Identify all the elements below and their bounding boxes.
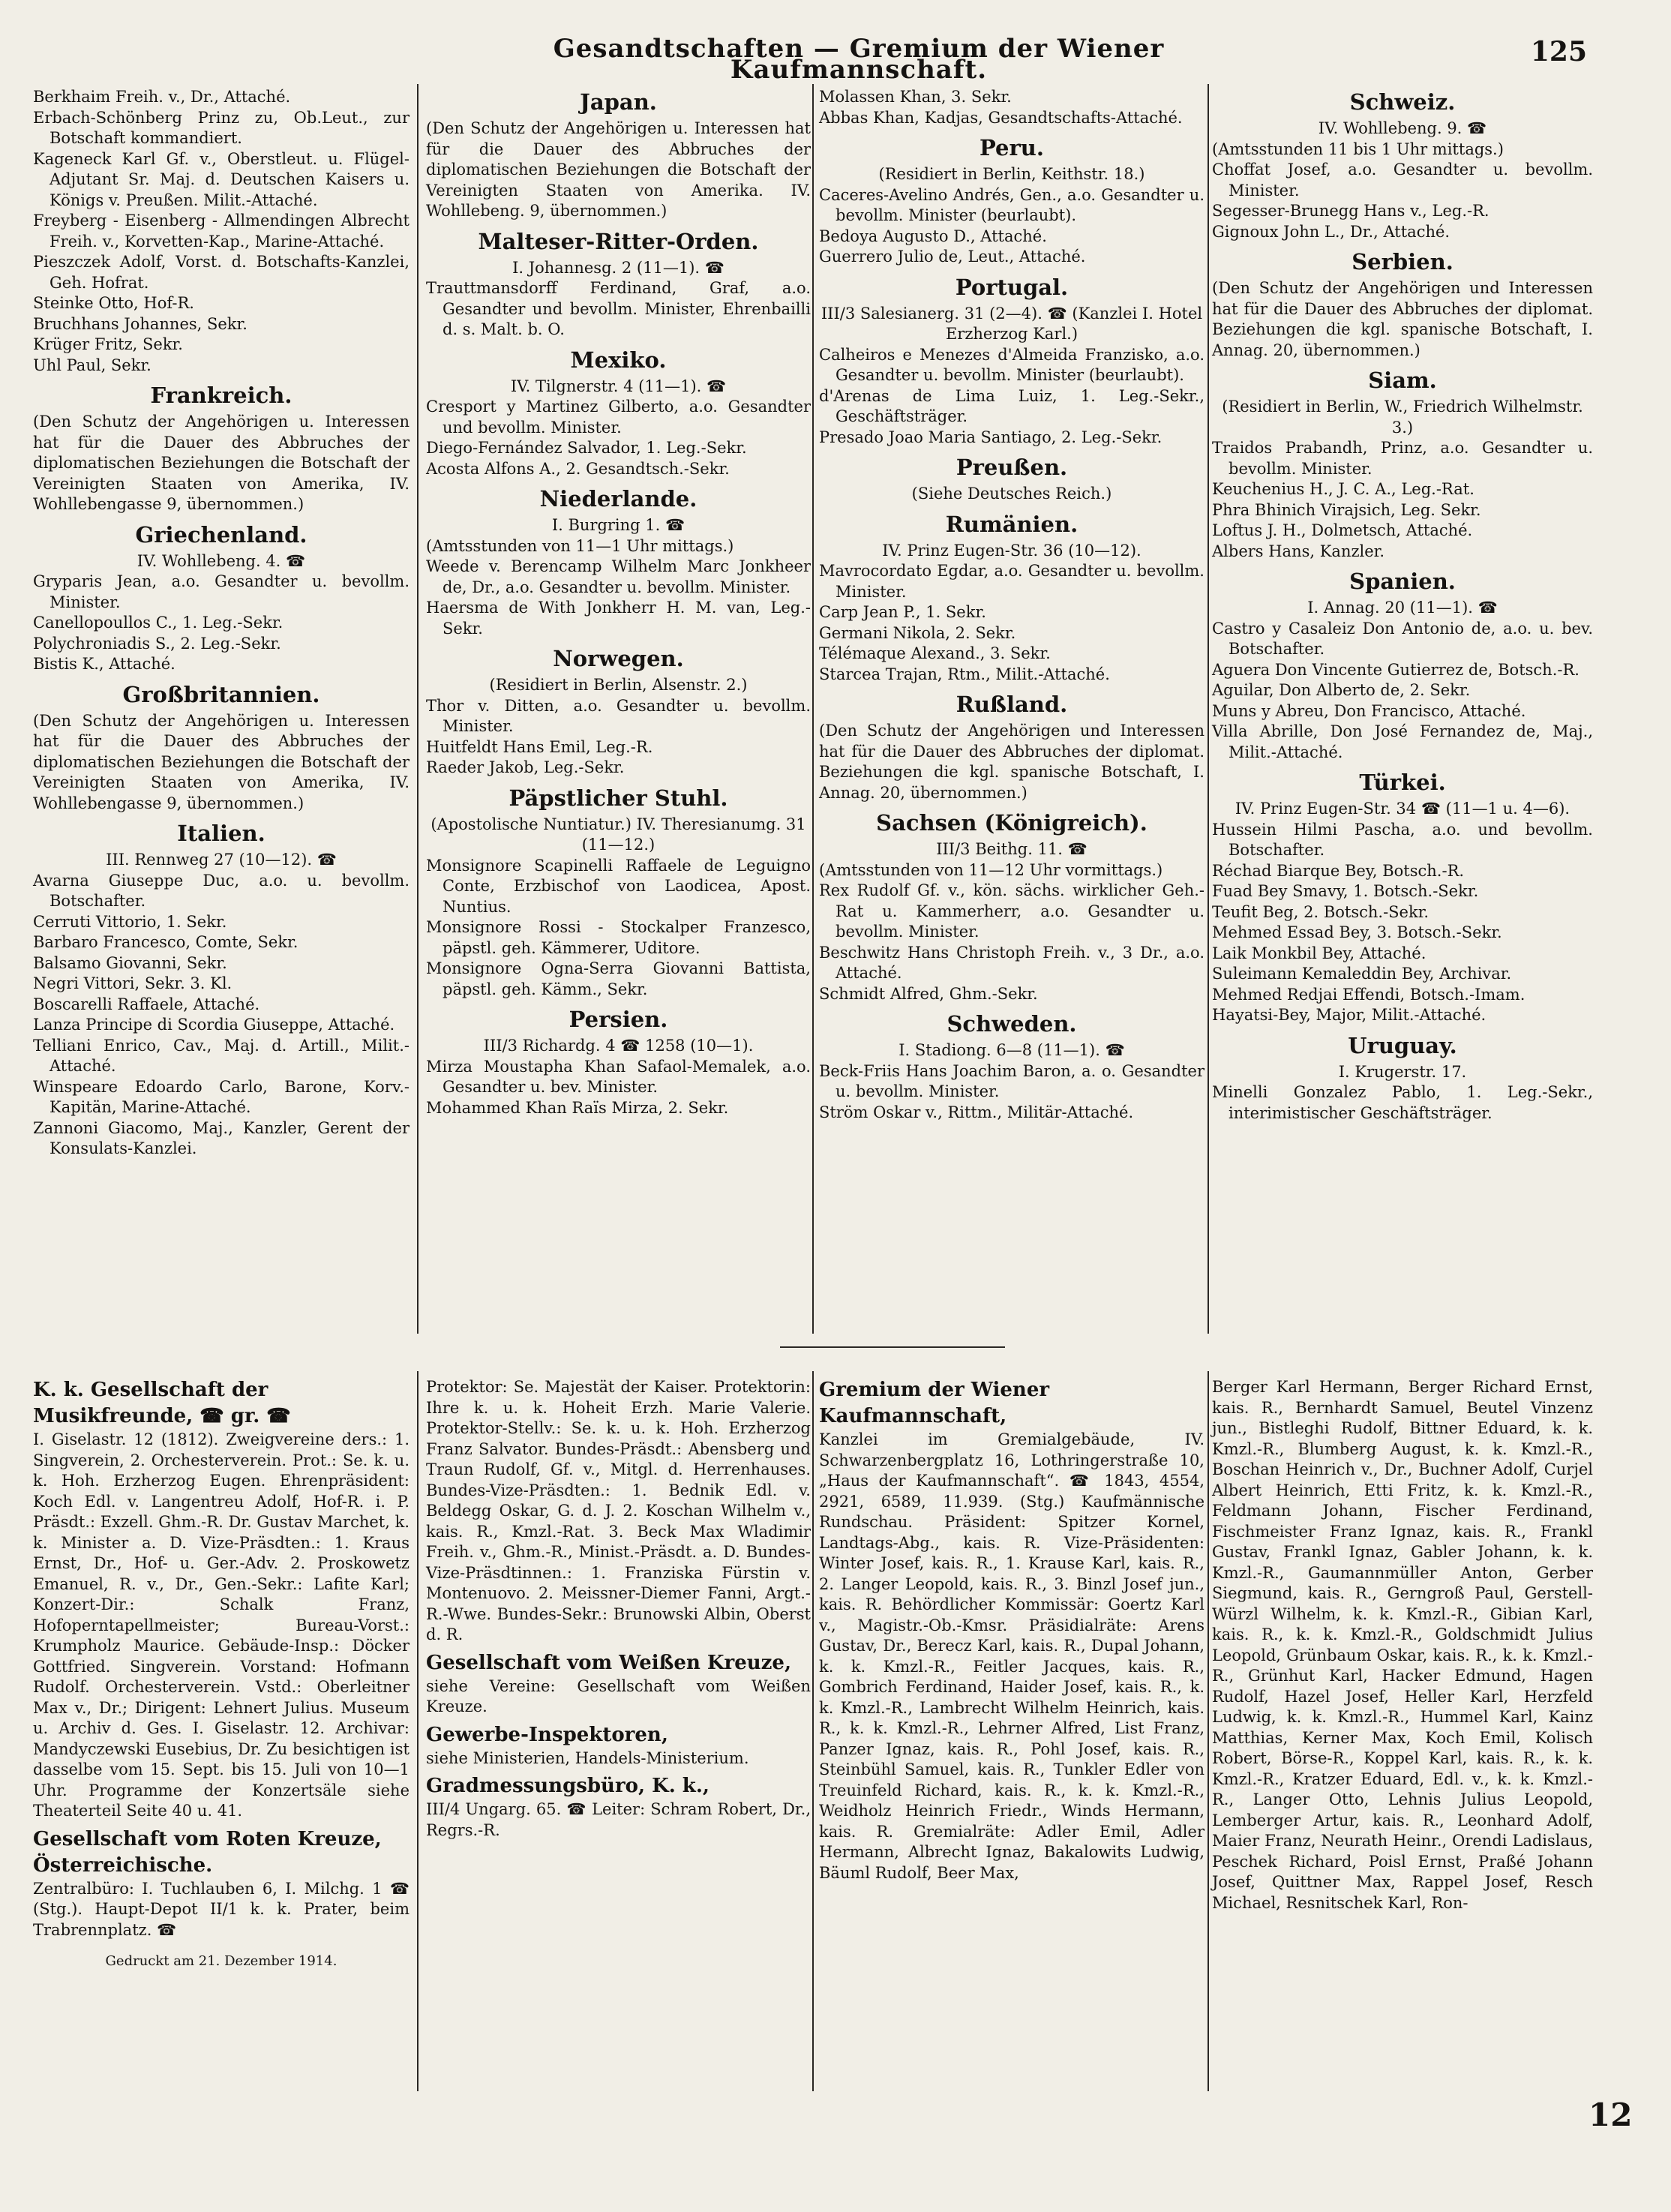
entry-heading: Gewerbe-Inspektoren, (426, 1723, 668, 1746)
entry: Monsignore Scapinelli Raffaele de Leguigno Conte, Erzbischof von Laodicea, Apost. Nuntius. (426, 856, 811, 916)
column-rule (812, 1371, 814, 2091)
entry: Acosta Alfons A., 2. Gesandtsch.-Sekr. (426, 459, 730, 478)
entry: Raeder Jakob, Leg.-Sekr. (426, 758, 625, 776)
section (33, 680, 410, 815)
column-2 (426, 83, 811, 1118)
entry: Traidos Prabandh, Prinz, a.o. Gesandter u. bevollm. Minister. (1212, 439, 1593, 478)
address-line: IV. Prinz Eugen-Str. 36 (10—12). (882, 541, 1142, 560)
section-heading: Spanien. (1349, 569, 1456, 594)
address-line: III/3 Salesianerg. 31 (2—4). ☎ (Kanzlei I. Hotel Erzherzog Karl.) (820, 304, 1203, 343)
section (426, 783, 811, 1001)
entry: Albers Hans, Kanzler. (1212, 542, 1385, 560)
column-rule (1208, 1371, 1209, 2091)
entry: Canellopoullos C., 1. Leg.-Sekr. (33, 614, 284, 632)
section (1212, 247, 1593, 361)
entry: Presado Joao Maria Santiago, 2. Leg.-Sekr. (819, 428, 1162, 446)
entry: Mirza Moustapha Khan Safaol-Memalek, a.o. Gesandter u. bev. Minister. (426, 1057, 811, 1096)
entry: Segesser-Brunegg Hans v., Leg.-R. (1212, 202, 1490, 220)
address-line: III/3 Beithg. 11. ☎ (936, 840, 1088, 858)
section-heading: Japan. (580, 89, 657, 115)
entry: Monsignore Ogna-Serra Giovanni Battista, päpstl. geh. Kämm., Sekr. (426, 959, 811, 998)
note-text: (Amtsstunden von 11—12 Uhr vormittags.) (819, 860, 1163, 879)
section-divider (780, 1346, 1005, 1348)
address-line: IV. Tilgnerstr. 4 (11—1). ☎ (510, 377, 727, 395)
section (819, 272, 1204, 449)
entry: Winspeare Edoardo Carlo, Barone, Korv.-Kapitän, Marine-Attaché. (33, 1077, 410, 1116)
section (819, 1377, 1204, 1883)
entry: Berkhaim Freih. v., Dr., Attaché. (33, 88, 291, 106)
bottom-column-1 (33, 1373, 410, 1972)
entry: Mavrocordato Egdar, a.o. Gesandter u. bevollm. Minister. (819, 562, 1204, 601)
entry: Guerrero Julio de, Leut., Attaché. (819, 248, 1086, 266)
note-text: (Den Schutz der Angehörigen u. Interessen hat für die Dauer des Abbruches der diplomatischen Beziehungen die Botschaft der Vereinigten Staaten von Amerika. IV. Wohllebeng. 9, übernommen.) (426, 119, 811, 220)
address-line: III. Rennweg 27 (10—12). ☎ (106, 851, 337, 869)
bottom-column-3 (819, 1373, 1204, 1883)
address-line: (Siehe Deutsches Reich.) (911, 485, 1112, 503)
entry: Starcea Trajan, Rtm., Milit.-Attaché. (819, 665, 1110, 683)
entry: Cresport y Martinez Gilberto, a.o. Gesandter und bevollm. Minister. (426, 398, 811, 437)
entry: Villa Abrille, Don José Fernandez de, Maj., Milit.-Attaché. (1212, 722, 1593, 761)
section (33, 520, 410, 675)
note-text: (Amtsstunden 11 bis 1 Uhr mittags.) (1212, 140, 1504, 158)
section (426, 484, 811, 639)
entry: Hussein Hilmi Pascha, a.o. und bevollm. Botschafter. (1212, 820, 1593, 859)
note-text: (Den Schutz der Angehörigen und Interessen hat für die Dauer des Abbruches der diplomat. Beziehungen die kgl. spanische Botschaft, I. Annag. 20, übernommen.) (819, 722, 1204, 802)
section-heading: Rumänien. (945, 511, 1078, 537)
section (426, 1004, 811, 1118)
section (33, 380, 410, 515)
entry: Mohammed Khan Raïs Mirza, 2. Sekr. (426, 1098, 729, 1117)
entry-heading: Gesellschaft vom Weißen Kreuze, (426, 1651, 792, 1674)
section (33, 818, 410, 1160)
address-line: I. Burgring 1. ☎ (551, 516, 686, 534)
bottom-column-4 (1212, 1373, 1593, 1913)
entry: Teufit Beg, 2. Botsch.-Sekr. (1212, 902, 1430, 921)
section (426, 227, 811, 341)
address-line: (Residiert in Berlin, Keithstr. 18.) (878, 165, 1145, 183)
section-heading: Griechenland. (135, 521, 308, 548)
section (1212, 1377, 1593, 1913)
section (1212, 1031, 1593, 1124)
address-line: I. Annag. 20 (11—1). ☎ (1307, 599, 1498, 617)
entry: Uhl Paul, Sekr. (33, 356, 152, 374)
column-rule (1208, 84, 1209, 1334)
entry: Suleimann Kemaleddin Bey, Archivar. (1212, 965, 1512, 983)
body-text: siehe Ministerien, Handels-Ministerium. (426, 1748, 749, 1767)
section (819, 133, 1204, 268)
section-heading: Rußland. (956, 692, 1068, 717)
address-line: (Residiert in Berlin, Alsenstr. 2.) (489, 676, 748, 694)
section-heading: Italien. (177, 821, 266, 846)
signature-mark: 12 (1588, 2096, 1633, 2133)
note-text: (Den Schutz der Angehörigen u. Interessen hat für die Dauer des Abbruches der diplomatischen Beziehungen die Botschaft der Vereinigten Staaten von Amerika, IV. Wohllebengasse 9, übernommen.) (33, 413, 410, 513)
section (426, 1722, 811, 1769)
section-heading: Siam. (1368, 368, 1437, 393)
body-text: Protektor: Se. Majestät der Kaiser. Protektorin: Ihre k. u. k. Hoheit Erzh. Marie Valerie. Protektor-Stellv.: Se. k. u. k. Hoh. Erzherzog Franz Salvator. Bundes-Präsdt.: Abensberg und Traun Rudolf, Gf. v., Mitgl. d. Herrenhauses. Bundes-Vize-Präsdten.: 1. Bednik Edl. v. Beldegg Oskar, G. d. J. 2. Koschan Wilhelm v., kais. R., Kmzl.-Rat. 3. Beck Max Wladimir Freih. v., Ghm.-R., Minist.-Präsdt. a. D. Bundes-Vize-Präsdtinnen.: 1. Franziska Fürstin v. Montenuovo. 2. Meissner-Diemer Fanni, Argt.-R.-Wwe. Bundes-Sekr.: Brunowski Albin, Oberst d. R. (426, 1378, 811, 1643)
entry: Hayatsi-Bey, Major, Milit.-Attaché. (1212, 1006, 1486, 1024)
bottom-column-2 (426, 1373, 811, 1841)
section-heading: Persien. (568, 1007, 668, 1032)
entry: Freyberg - Eisenberg - Allmendingen Albrecht Freih. v., Korvetten-Kap., Marine-Attaché. (33, 212, 410, 251)
column-3 (819, 83, 1204, 1123)
section-heading: Sachsen (Königreich). (876, 810, 1148, 836)
section (1212, 365, 1593, 562)
section-heading: Peru. (980, 135, 1044, 161)
column-4 (1212, 83, 1593, 1124)
address-line: I. Johannesg. 2 (11—1). ☎ (512, 258, 724, 277)
address-line: I. Stadiong. 6—8 (11—1). ☎ (898, 1041, 1125, 1059)
body-text: siehe Vereine: Gesellschaft vom Weißen Kreuze. (426, 1676, 811, 1715)
body-text: I. Giselastr. 12 (1812). Zweigvereine ders.: 1. Singverein, 2. Orchesterverein. Prot.: Se. k. u. k. Hoh. Erzherzog Eugen. Ehrenpräsident: Koch Edl. v. Langentreu Adolf, Hof-R. i. P. Präsdt.: Exzell. Ghm.-R. Dr. Gustav Marchet, k. k. Minister a. D. Vize-Präsdten.: 1. Kraus Ernst, Dr., Hof- u. Ger.-Adv. 2. Proskowetz Emanuel, R. v., Dr., Gen.-Sekr.: Lafite Karl; Konzert-Dir.: Schalk Franz, Hofoperntapellmeister; Bureau-Vorst.: Krumpholz Maurice. Gebäude-Insp.: Döcker Gottfried. Singverein. Vorstand: Hofmann Rudolf. Orchesterverein. Vstd.: Oberleitner Max v., Dr.; Dirigent: Lehnert Julius. Museum u. Archiv d. Ges. I. Giselastr. 12. Archivar: Mandyczewski Eusebius, Dr. Zu besichtigen ist dasselbe vom 15. Sept. bis 15. Juli von 10—1 Uhr. Programme der Konzertsäle siehe Theaterteil Seite 40 u. 41. (33, 1430, 410, 1820)
body-text: Berger Karl Hermann, Berger Richard Ernst, kais. R., Bernhardt Samuel, Beutel Vinzenz jun., Bistleghi Rudolf, Bittner Eduard, k. k. Kmzl.-R., Blumberg August, k. k. Kmzl.-R., Boschan Heinrich v., Dr., Buchner Adolf, Curjel Albert Heinrich, Etti Fritz, k. k. Kmzl.-R., Feldmann Johann, Fischer Ferdinand, Fischmeister Franz Ignaz, kais. R., Frankl Gustav, Frankl Ignaz, Gabler Johann, k. k. Kmzl.-R., Gaumannmüller Anton, Gerber Siegmund, kais. R., Gerngroß Paul, Gerstell-Würzl Wilhelm, k. k. Kmzl.-R., Gibian Karl, kais. R., k. k. Kmzl.-R., Goldschmidt Julius Leopold, Grünbaum Oskar, kais. R., k. k. Kmzl.-R., Grünhut Karl, Hacker Edmund, Hagen Rudolf, Hazel Josef, Heller Karl, Herzfeld Ludwig, k. k. Kmzl.-R., Hummel Karl, Kainz Matthias, Kerner Max, Koch Emil, Kolisch Robert, Börse-R., Koppel Karl, kais. R., k. k. Kmzl.-R., Kratzer Eduard, Edl. v., k. k. Kmzl.-R., Langer Otto, Lehnis Julius Leopold, Lemberger Artur, kais. R., Leonhard Adolf, Maier Franz, Neurath Heinr., Orendi Ladislaus, Peschek Richard, Poisl Ernst, Praßé Johann Josef, Quittner Max, Rappel Josef, Resch Michael, Resnitschek Karl, Ron- (1212, 1378, 1593, 1912)
entry: Cerruti Vittorio, 1. Sekr. (33, 912, 227, 931)
print-date: Gedruckt am 21. Dezember 1914. (105, 1953, 338, 1969)
body-text: III/4 Ungarg. 65. ☎ Leiter: Schram Robert, Dr., Regrs.-R. (426, 1800, 811, 1839)
column-rule (417, 1371, 418, 2091)
entry: Thor v. Ditten, a.o. Gesandter u. bevollm. Minister. (426, 696, 811, 735)
entry: Huitfeldt Hans Emil, Leg.-R. (426, 737, 653, 756)
entry: Minelli Gonzalez Pablo, 1. Leg.-Sekr., interimistischer Geschäftsträger. (1212, 1083, 1593, 1122)
entry: Barbaro Francesco, Comte, Sekr. (33, 933, 298, 951)
note-text: (Amtsstunden von 11—1 Uhr mittags.) (426, 536, 734, 555)
entry: Schmidt Alfred, Ghm.-Sekr. (819, 984, 1038, 1003)
section-heading: Türkei. (1359, 770, 1446, 795)
address-line: IV. Prinz Eugen-Str. 34 ☎ (11—1 u. 4—6). (1234, 800, 1570, 818)
note-text: (Den Schutz der Angehörigen und Interessen hat für die Dauer des Abbruches der diplomat. Beziehungen die kgl. spanische Botschaft, I. Annag. 20, übernommen.) (1212, 279, 1593, 359)
entry: Monsignore Rossi - Stockalper Franzesco, päpstl. geh. Kämmerer, Uditore. (426, 918, 811, 957)
entry: Avarna Giuseppe Duc, a.o. u. bevollm. Botschafter. (33, 871, 410, 910)
section (819, 452, 1204, 505)
entry: Steinke Otto, Hof-R. (33, 294, 194, 312)
column-1 (33, 83, 410, 1160)
entry: Negri Vittori, Sekr. 3. Kl. (33, 974, 232, 992)
entry-heading: Gesellschaft vom Roten Kreuze, Österreichische. (33, 1827, 382, 1877)
entry: Mehmed Essad Bey, 3. Botsch.-Sekr. (1212, 923, 1502, 941)
entry: Weede v. Berencamp Wilhelm Marc Jonkheer de, Dr., a.o. Gesandter u. bevollm. Minister. (426, 557, 811, 596)
entry: Muns y Abreu, Don Francisco, Attaché. (1212, 701, 1526, 720)
entry: Lanza Principe di Scordia Giuseppe, Attaché. (33, 1016, 395, 1034)
section-heading: Mexiko. (570, 347, 667, 373)
address-line: IV. Wohllebeng. 9. ☎ (1318, 119, 1487, 137)
entry-heading: K. k. Gesellschaft der Musikfreunde, ☎ gr. ☎ (33, 1379, 291, 1427)
entry: Trauttmansdorff Ferdinand, Graf, a.o. Gesandter und bevollm. Minister, Ehrenbailli d. s. Malt. b. O. (426, 279, 811, 338)
section (1212, 87, 1593, 242)
section-heading: Großbritannien. (122, 681, 320, 707)
entry: Fuad Bey Smavy, 1. Botsch.-Sekr. (1212, 882, 1479, 900)
section (33, 1826, 410, 1941)
section (819, 1009, 1204, 1123)
entry: Haersma de With Jonkherr H. M. van, Leg.-Sekr. (426, 599, 811, 638)
address-line: III/3 Richardg. 4 ☎ 1258 (10—1). (483, 1037, 754, 1055)
entry: Réchad Biarque Bey, Botsch.-R. (1212, 861, 1465, 880)
entry: Gryparis Jean, a.o. Gesandter u. bevollm. Minister. (33, 572, 410, 611)
entry: Boscarelli Raffaele, Attaché. (33, 995, 260, 1013)
entry: Pieszczek Adolf, Vorst. d. Botschafts-Kanzlei, Geh. Hofrat. (33, 253, 410, 292)
entry: Abbas Khan, Kadjas, Gesandtschafts-Attaché. (819, 108, 1183, 127)
entry: Bistis K., Attaché. (33, 655, 176, 673)
entry: Beschwitz Hans Christoph Freih. v., 3 Dr., a.o. Attaché. (819, 943, 1204, 982)
entry: Caceres-Avelino Andrés, Gen., a.o. Gesandter u. bevollm. Minister (beurlaubt). (819, 185, 1204, 224)
entry: Aguilar, Don Alberto de, 2. Sekr. (1212, 681, 1471, 699)
section (819, 689, 1204, 803)
section-heading: Preußen. (956, 455, 1068, 480)
address-line: (Apostolische Nuntiatur.) IV. Theresianumg. 31 (11—12.) (430, 815, 806, 854)
entry-heading: Gremium der Wiener Kaufmannschaft, (819, 1379, 1050, 1427)
entry: Germani Nikola, 2. Sekr. (819, 623, 1016, 642)
entry: Krüger Fritz, Sekr. (33, 335, 183, 353)
section (1212, 566, 1593, 763)
section-heading: Norwegen. (553, 646, 684, 671)
section (819, 808, 1204, 1004)
section-heading: Schweiz. (1349, 89, 1456, 115)
body-text: Zentralbüro: I. Tuchlauben 6, I. Milchg. 1 ☎ (Stg.). Haupt-Depot II/1 k. k. Prater, beim Trabrennplatz. ☎ (33, 1879, 410, 1939)
entry: Gignoux John L., Dr., Attaché. (1212, 222, 1450, 241)
section-heading: Serbien. (1352, 249, 1454, 275)
entry: Phra Bhinich Virajsich, Leg. Sekr. (1212, 500, 1481, 519)
entry: d'Arenas de Lima Luiz, 1. Leg.-Sekr., Geschäftsträger. (819, 386, 1204, 425)
column-rule (417, 84, 418, 1334)
entry: Choffat Josef, a.o. Gesandter u. bevollm. Minister. (1212, 161, 1593, 200)
section-heading: Portugal. (955, 274, 1069, 300)
entry: Erbach-Schönberg Prinz zu, Ob.Leut., zur Botschaft kommandiert. (33, 108, 410, 147)
section (33, 1377, 410, 1822)
entry: Télémaque Alexand., 3. Sekr. (819, 644, 1051, 662)
entry: Ström Oskar v., Rittm., Militär-Attaché. (819, 1103, 1134, 1121)
section (426, 644, 811, 779)
entry: Diego-Fernández Salvador, 1. Leg.-Sekr. (426, 439, 747, 457)
entry: Zannoni Giacomo, Maj., Kanzler, Gerent der Konsulats-Kanzlei. (33, 1118, 410, 1157)
entry: Polychroniadis S., 2. Leg.-Sekr. (33, 634, 281, 653)
entry: Bruchhans Johannes, Sekr. (33, 314, 248, 333)
entry: Bedoya Augusto D., Attaché. (819, 227, 1047, 245)
section-heading: Malteser-Ritter-Orden. (478, 228, 759, 254)
entry: Loftus J. H., Dolmetsch, Attaché. (1212, 521, 1473, 539)
section (819, 509, 1204, 686)
section (426, 1773, 811, 1841)
entry: Calheiros e Menezes d'Almeida Franzisko, a.o. Gesandter u. bevollm. Minister (beurlaubt). (819, 345, 1204, 384)
section (426, 1650, 811, 1718)
section (426, 1377, 811, 1646)
entry: Telliani Enrico, Cav., Maj. d. Artill., Milit.-Attaché. (33, 1036, 410, 1075)
address-line: IV. Wohllebeng. 4. ☎ (136, 551, 306, 570)
section-heading: Schweden. (946, 1011, 1077, 1037)
section-heading: Päpstlicher Stuhl. (508, 785, 728, 811)
note-text: (Den Schutz der Angehörigen u. Interessen hat für die Dauer des Abbruches der diplomatischen Beziehungen die Botschaft der Vereinigten Staaten von Amerika, IV. Wohllebengasse 9, übernommen.) (33, 711, 410, 812)
entry: Molassen Khan, 3. Sekr. (819, 88, 1012, 106)
section (426, 87, 811, 222)
section (1212, 767, 1593, 1026)
entry: Keuchenius H., J. C. A., Leg.-Rat. (1212, 480, 1474, 498)
column-rule (812, 84, 814, 1334)
entry: Balsamo Giovanni, Sekr. (33, 953, 227, 972)
entry-heading: Gradmessungsbüro, K. k., (426, 1775, 710, 1797)
entry: Kageneck Karl Gf. v., Oberstleut. u. Flügel-Adjutant Sr. Maj. d. Deutschen Kaisers u. Königs v. Preußen. Milit.-Attaché. (33, 149, 410, 209)
section (819, 87, 1204, 128)
entry: Rex Rudolf Gf. v., kön. sächs. wirklicher Geh.-Rat u. Kammerherr, a.o. Gesandter u. bevollm. Minister. (819, 881, 1204, 941)
running-header: Gesandtschaften — Gremium der Wiener Kaufmannschaft. (553, 34, 1165, 85)
entry: Aguera Don Vincente Gutierrez de, Botsch.-R. (1212, 660, 1580, 679)
entry: Carp Jean P., 1. Sekr. (819, 603, 986, 621)
section (33, 87, 410, 376)
entry: Castro y Casaleiz Don Antonio de, a.o. u. bev. Botschafter. (1212, 619, 1593, 658)
entry: Laik Monkbil Bey, Attaché. (1212, 944, 1426, 962)
body-text: Kanzlei im Gremialgebäude, IV. Schwarzenbergplatz 16, Lothringerstraße 10, „Haus der Kaufmannschaft“. ☎ 1843, 4554, 2921, 6589, 11.939. (Stg.) Kaufmännische Rundschau. Präsident: Spitzer Kornel, Landtags-Abg., kais. R. Vize-Präsidenten: Winter Josef, kais. R., 1. Krause Karl, kais. R., 2. Langer Leopold, kais. R., 3. Binzl Josef jun., kais. R. Behördlicher Kommissär: Goertz Karl v., Magistr.-Ob.-Kmsr. Präsidialräte: Arens Gustav, Dr., Berecz Karl, kais. R., Dupal Johann, k. k. Kmzl.-R., Feitler Jacques, kais. R., Gombrich Ferdinand, Haider Josef, kais. R., k. k. Kmzl.-R., Lambrecht Wilhelm Heinrich, kais. R., k. k. Kmzl.-R., Lehrner Alfred, List Franz, Panzer Ignaz, kais. R., Pohl Josef, kais. R., Steinbühl Samuel, kais. R., Tunkler Edler von Treuinfeld Richard, kais. R., k. k. Kmzl.-R., Weidholz Heinrich Friedr., Winds Hermann, kais. R. Gremialräte: Adler Emil, Adler Hermann, Albrecht Ignaz, Bakalowits Ludwig, Bäuml Rudolf, Beer Max, (819, 1430, 1204, 1882)
page-number: 125 (1530, 36, 1587, 68)
address-line: I. Krugerstr. 17. (1338, 1062, 1467, 1081)
section-heading: Uruguay. (1348, 1032, 1457, 1058)
entry: Beck-Friis Hans Joachim Baron, a. o. Gesandter u. bevollm. Minister. (819, 1061, 1204, 1100)
section-heading: Frankreich. (150, 383, 292, 408)
entry: Mehmed Redjai Effendi, Botsch.-Imam. (1212, 985, 1526, 1004)
address-line: (Residiert in Berlin, W., Friedrich Wilhelmstr. 3.) (1222, 398, 1583, 437)
section-heading: Niederlande. (539, 486, 698, 512)
section (426, 345, 811, 480)
